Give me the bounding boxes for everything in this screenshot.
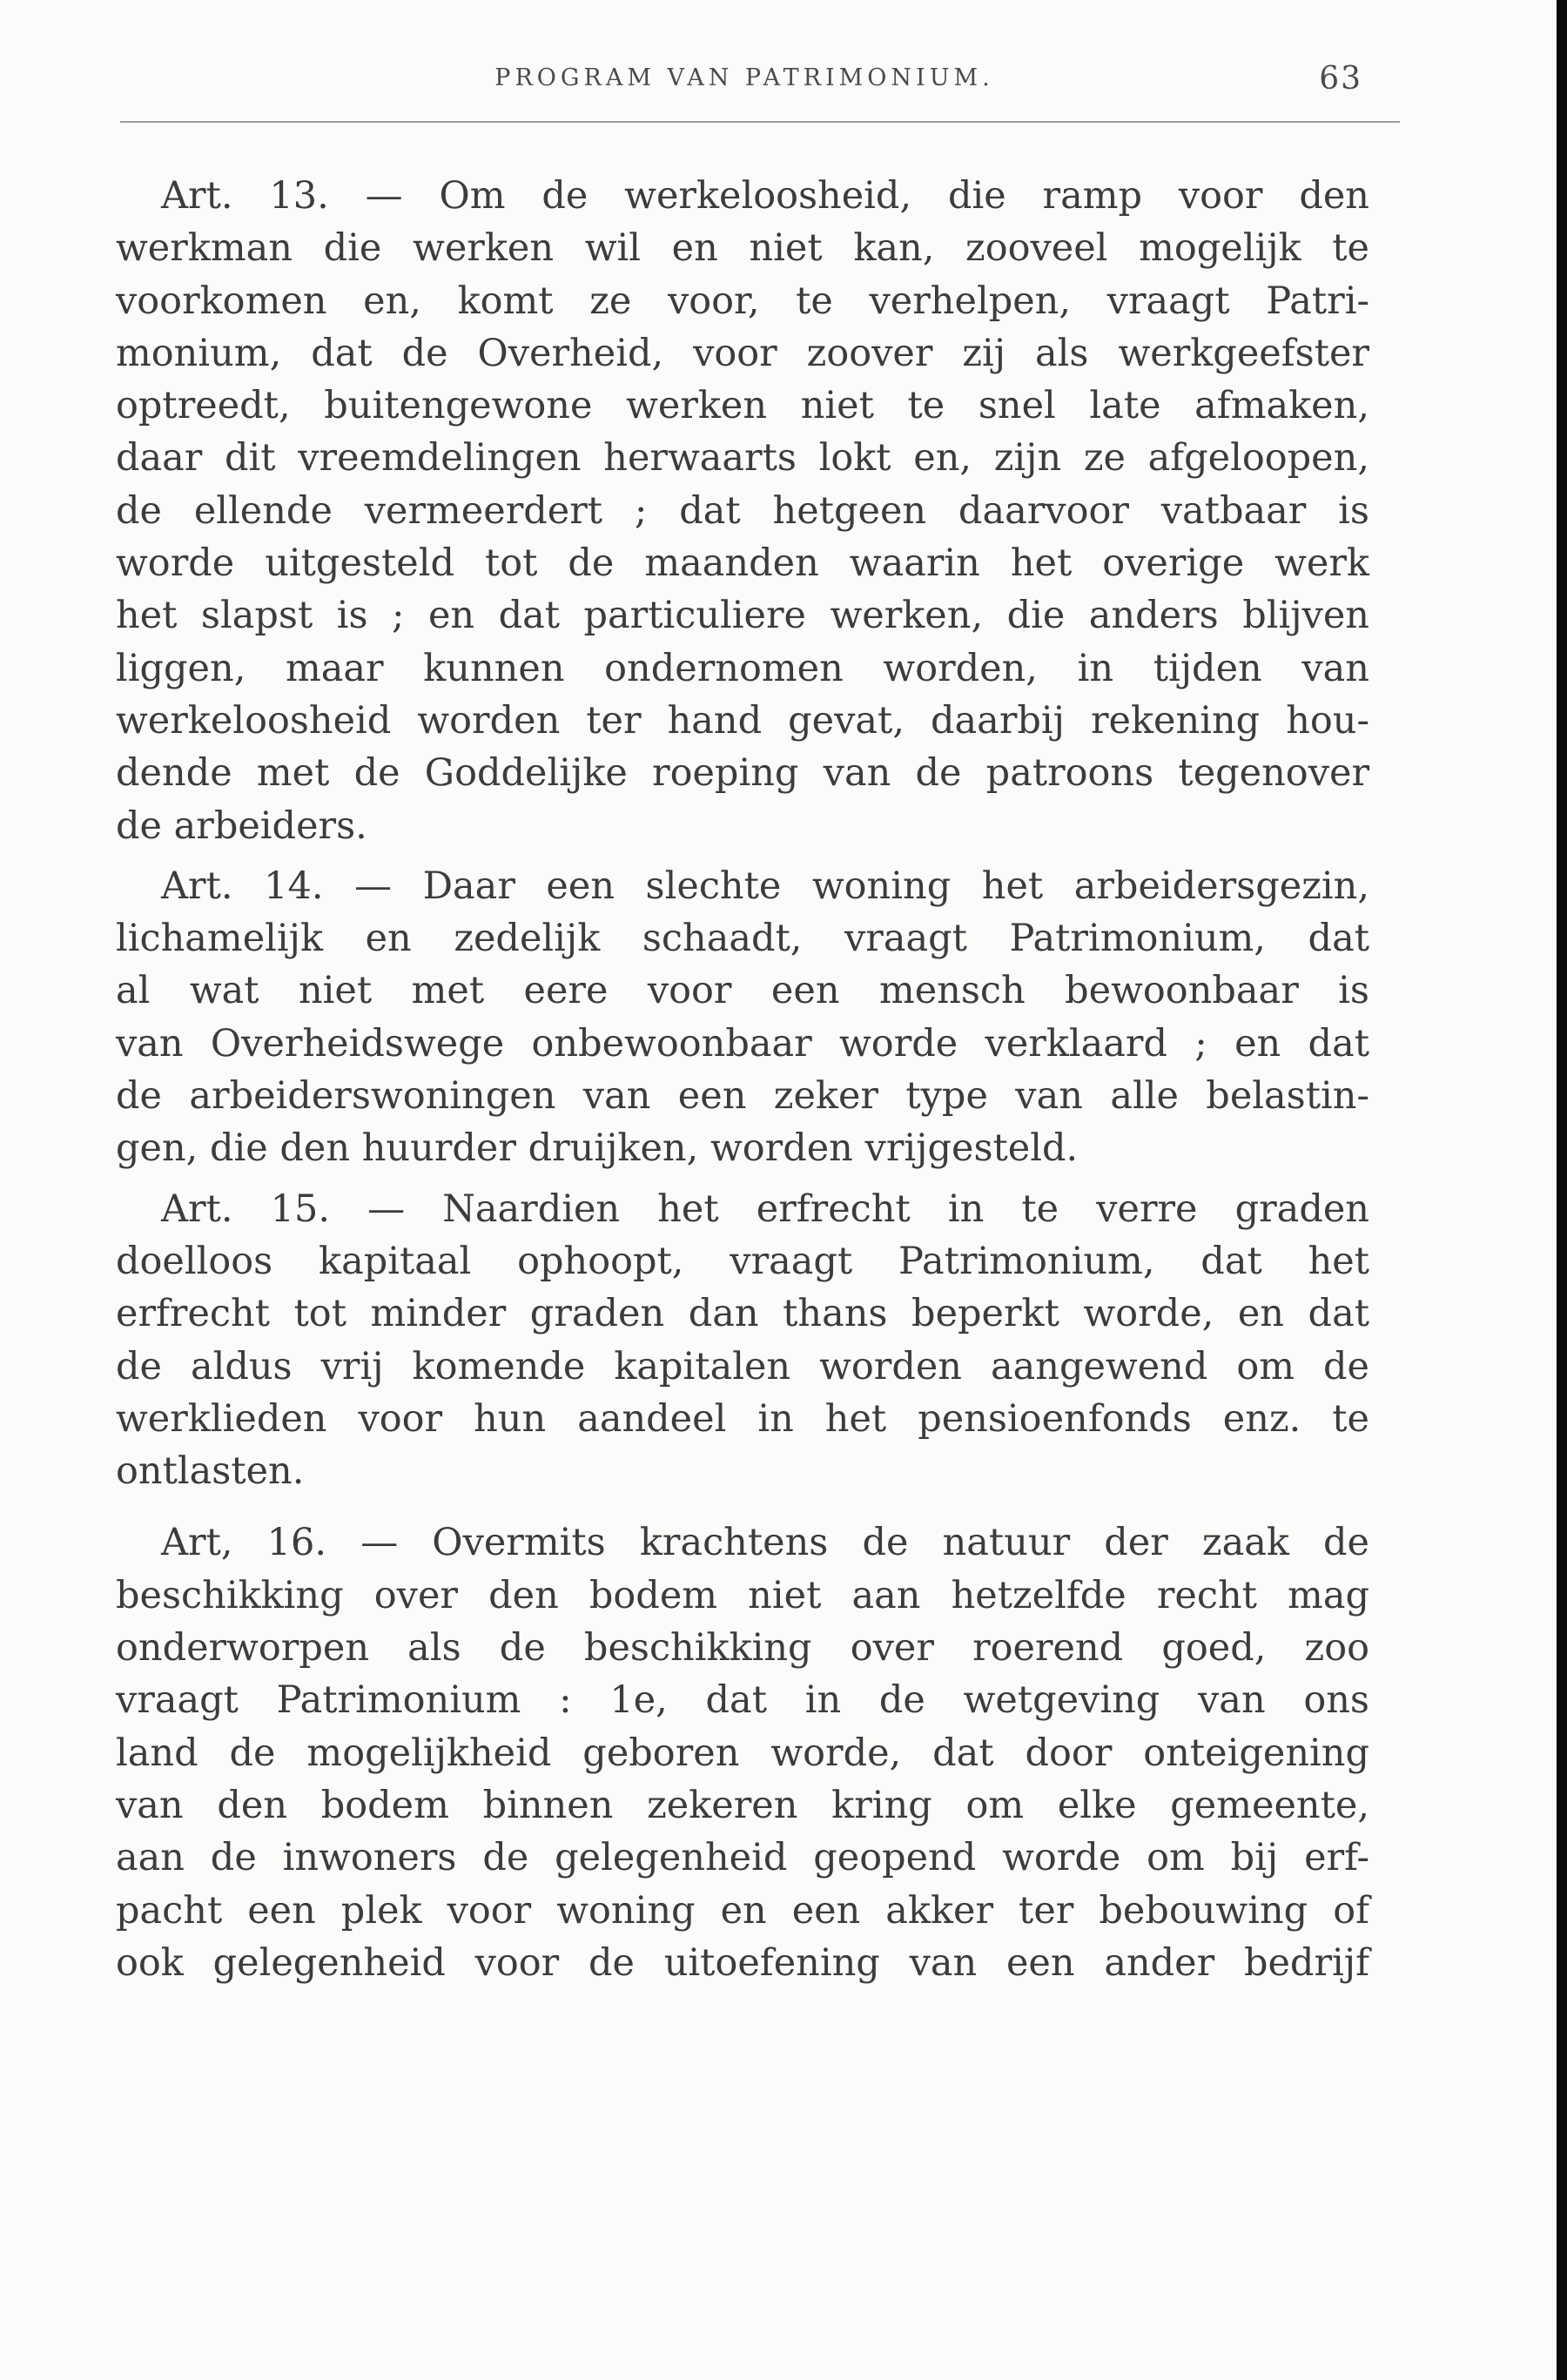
text-line: ook gelegenheid voor de uitoefening van een ander bedrijf	[116, 1940, 1369, 1985]
text-line: ontlasten.	[116, 1449, 305, 1494]
article-13	[116, 170, 1369, 852]
text-line: daar dit vreemdelingen herwaarts lokt en, zijn ze afgeloopen,	[116, 436, 1369, 481]
text-line: erfrecht tot minder graden dan thans beperkt worde, en dat	[116, 1292, 1369, 1336]
text-line: van Overheidswege onbewoonbaar worde verklaard ; en dat	[116, 1021, 1369, 1066]
text-line: de aldus vrij komende kapitalen worden aangewend om de	[116, 1344, 1369, 1388]
text-line: doelloos kapitaal ophoopt, vraagt Patrimonium, dat het	[116, 1239, 1369, 1283]
running-head	[118, 54, 1371, 124]
text-line: lichamelijk en zedelijk schaadt, vraagt Patrimonium, dat	[116, 917, 1369, 961]
text-line: het slapst is ; en dat particuliere werken, die anders blijven	[116, 594, 1369, 638]
page-number: 63	[1319, 61, 1362, 97]
text-line: Art. 13. — Om de werkeloosheid, die ramp voor den	[161, 174, 1369, 218]
text-line: dende met de Goddelijke roeping van de patroons tegenover	[116, 751, 1369, 796]
text-line: Art, 16. — Overmits krachtens de natuur der zaak de	[161, 1521, 1369, 1565]
text-line: van den bodem binnen zekeren kring om elke gemeente,	[116, 1783, 1369, 1827]
text-line: werkman die werken wil en niet kan, zooveel mogelijk te	[116, 226, 1369, 271]
text-line: liggen, maar kunnen ondernomen worden, in tijden van	[116, 646, 1369, 690]
text-line: pacht een plek voor woning en een akker ter bebouwing of	[116, 1888, 1369, 1933]
text-line: voorkomen en, komt ze voor, te verhelpen, vraagt Patri-	[116, 279, 1369, 323]
text-line: onderworpen als de beschikking over roerend goed, zoo	[116, 1626, 1369, 1671]
text-line: Art. 15. — Naardien het erfrecht in te verre graden	[161, 1187, 1369, 1231]
text-line: de arbeiders.	[116, 803, 367, 848]
text-line: land de mogelijkheid geboren worde, dat door onteigening	[116, 1731, 1369, 1775]
text-line: Art. 14. — Daar een slechte woning het arbeidersgezin,	[161, 864, 1369, 908]
text-line: werkeloosheid worden ter hand gevat, daarbij rekening hou-	[116, 698, 1369, 743]
text-line: optreedt, buitengewone werken niet te snel late afmaken,	[116, 384, 1369, 428]
text-line: monium, dat de Overheid, voor zoover zij als werkgeefster	[116, 331, 1369, 375]
running-title: PROGRAM VAN PATRIMONIUM.	[494, 64, 994, 91]
text-line: beschikking over den bodem niet aan hetzelfde recht mag	[116, 1573, 1369, 1617]
text-line: al wat niet met eere voor een mensch bewoonbaar is	[116, 969, 1369, 1013]
text-line: aan de inwoners de gelegenheid geopend worde om bij erf-	[116, 1836, 1369, 1880]
text-line: de arbeiderswoningen van een zeker type van alle belastin-	[116, 1074, 1369, 1119]
text-line: vraagt Patrimonium : 1e, dat in de wetgeving van ons	[116, 1678, 1369, 1723]
article-14	[116, 860, 1369, 1175]
header-rule	[120, 121, 1400, 123]
text-line: de ellende vermeerdert ; dat hetgeen daarvoor vatbaar is	[116, 488, 1369, 533]
scan-edge	[1557, 0, 1567, 2380]
article-16	[116, 1516, 1369, 1989]
text-line: worde uitgesteld tot de maanden waarin het overige werk	[116, 541, 1369, 586]
text-line: werklieden voor hun aandeel in het pensioenfonds enz. te	[116, 1396, 1369, 1441]
body-text	[116, 170, 1369, 1989]
text-line: gen, die den huurder druijken, worden vrijgesteld.	[116, 1126, 1079, 1171]
article-15	[116, 1183, 1369, 1498]
